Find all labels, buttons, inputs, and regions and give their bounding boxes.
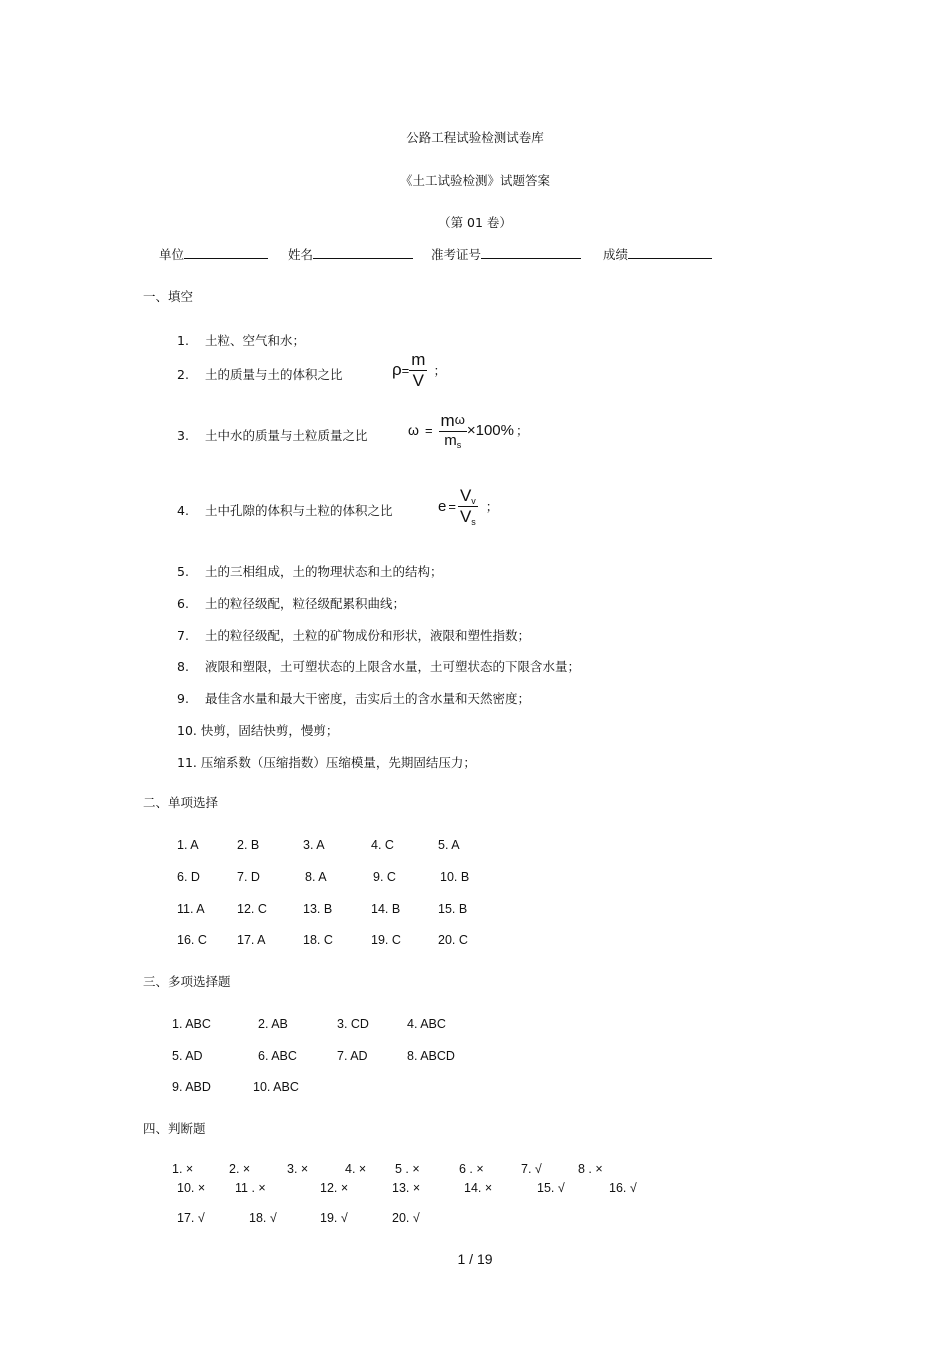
unit-blank (184, 244, 268, 259)
answer-cell: 12. C (237, 902, 267, 916)
list-item: 10. 快剪，固结快剪，慢剪； (177, 723, 339, 738)
score-blank (628, 244, 712, 259)
answer-cell: 1. ABC (172, 1017, 211, 1031)
answer-cell: 5. A (438, 838, 460, 852)
answer-cell: 20. √ (392, 1211, 420, 1225)
answer-cell: 6. ABC (258, 1049, 297, 1063)
answer-cell: 13. × (392, 1181, 421, 1195)
section-true-false-title: 四、判断题 (143, 1121, 206, 1136)
answer-cell: 2. B (237, 838, 260, 852)
section-fill-blank-title: 一、填空 (143, 289, 194, 304)
answer-cell: 14. × (464, 1181, 493, 1195)
list-item: 7. 土的粒径级配，土粒的矿物成份和形状，液限和塑性指数； (177, 628, 531, 643)
answer-cell: 2. × (229, 1162, 251, 1176)
section-multi-choice-title: 三、多项选择题 (143, 974, 231, 989)
doc-subtitle: 《土工试验检测》试题答案 (399, 173, 550, 188)
answer-cell: 19. √ (320, 1211, 348, 1225)
section-single-choice-title: 二、单项选择 (143, 795, 219, 810)
info-row (159, 244, 712, 263)
answer-cell: 7. √ (521, 1162, 542, 1176)
list-item: 11. 压缩系数（压缩指数）压缩模量，先期固结压力； (177, 755, 476, 770)
answer-cell: 9. C (373, 870, 396, 884)
list-item: 8. 液限和塑限，土可塑状态的上限含水量，土可塑状态的下限含水量； (177, 659, 581, 674)
score-label: 成绩 (602, 247, 628, 262)
name-label: 姓名 (287, 247, 313, 262)
list-item: 1. 土粒、空气和水； (177, 333, 306, 348)
answer-cell: 4. × (345, 1162, 367, 1176)
list-item: 3. 土中水的质量与土粒质量之比 (177, 428, 368, 443)
answer-cell: 9. ABD (172, 1080, 211, 1094)
exam-no-label: 准考证号 (430, 247, 481, 262)
answer-cell: 10. × (177, 1181, 206, 1195)
exam-no-blank (481, 244, 581, 259)
answer-cell: 20. C (438, 933, 468, 947)
answer-cell: 16. √ (609, 1181, 637, 1195)
answer-cell: 11 . × (235, 1181, 266, 1195)
answer-cell: 1. × (172, 1162, 194, 1176)
list-item: 2. 土的质量与土的体积之比 (177, 367, 343, 382)
answer-cell: 10. ABC (253, 1080, 299, 1094)
answer-cell: 6 . × (459, 1162, 484, 1176)
answer-cell: 8. ABCD (407, 1049, 455, 1063)
answer-cell: 10. B (440, 870, 470, 884)
list-item: 5. 土的三相组成，土的物理状态和土的结构； (177, 564, 443, 579)
name-blank (313, 244, 413, 259)
answer-cell: 15. √ (537, 1181, 565, 1195)
doc-title: 公路工程试验检测试卷库 (406, 130, 544, 145)
answer-cell: 14. B (371, 902, 401, 916)
answer-cell: 3. × (287, 1162, 309, 1176)
answer-cell: 11. A (177, 902, 205, 916)
answer-cell: 17. √ (177, 1211, 205, 1225)
answer-cell: 2. AB (258, 1017, 288, 1031)
answer-cell: 13. B (303, 902, 333, 916)
answer-cell: 12. × (320, 1181, 349, 1195)
answer-cell: 7. AD (337, 1049, 368, 1063)
answer-cell: 4. ABC (407, 1017, 446, 1031)
answer-cell: 5 . × (395, 1162, 420, 1176)
list-item: 9. 最佳含水量和最大干密度，击实后土的含水量和天然密度； (177, 691, 531, 706)
density-formula: ρ= $\frac{m}{V}$ ； (392, 350, 446, 390)
answer-cell: 7. D (237, 870, 260, 884)
answer-cell: 3. CD (337, 1017, 369, 1031)
paper-number: （第 01 卷） (438, 215, 512, 230)
list-item: 6. 土的粒径级配，粒径级配累积曲线； (177, 596, 406, 611)
void-ratio-formula: e = $\frac{V_v}{V_s}$ ； (438, 486, 499, 527)
answer-cell: 17. A (237, 933, 266, 947)
page-number: 1 / 19 (457, 1251, 493, 1267)
answer-cell: 8. A (305, 870, 327, 884)
answer-cell: 1. A (177, 838, 199, 852)
answer-cell: 3. A (303, 838, 325, 852)
answer-cell: 5. AD (172, 1049, 203, 1063)
water-content-formula: ω = $\frac{m\omega}{m_s}$ ×100% ； (408, 411, 529, 450)
answer-cell: 16. C (177, 933, 207, 947)
answer-cell: 4. C (371, 838, 394, 852)
answer-cell: 18. √ (249, 1211, 277, 1225)
answer-cell: 6. D (177, 870, 200, 884)
list-item: 4. 土中孔隙的体积与土粒的体积之比 (177, 503, 393, 518)
answer-cell: 8 . × (578, 1162, 603, 1176)
answer-cell: 15. B (438, 902, 468, 916)
unit-label: 单位 (159, 247, 185, 262)
answer-cell: 19. C (371, 933, 401, 947)
answer-cell: 18. C (303, 933, 333, 947)
